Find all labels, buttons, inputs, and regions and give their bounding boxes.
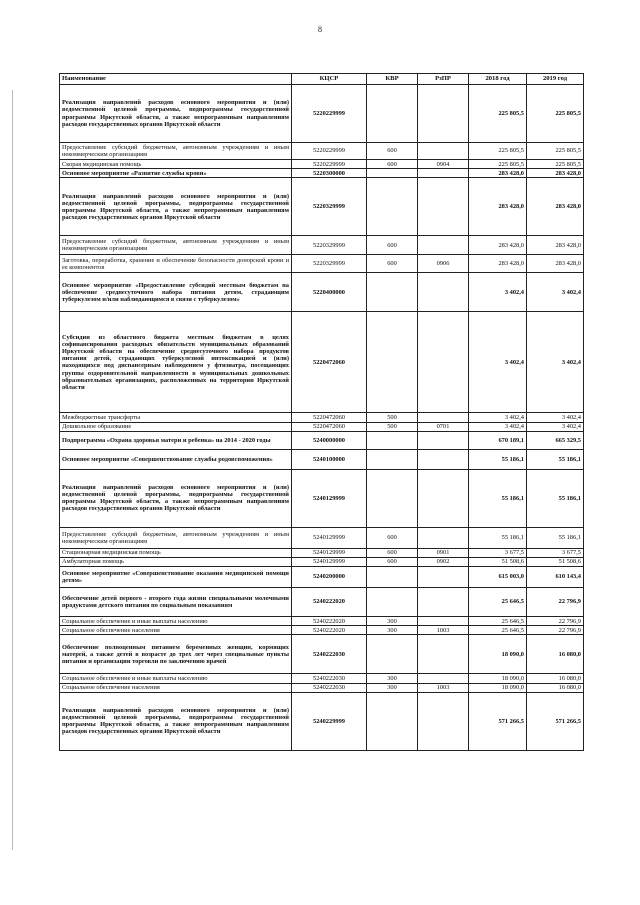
row-value-2019: 283 428,0 xyxy=(527,236,584,255)
row-kcsr: 5220329999 xyxy=(292,255,367,273)
row-kcsr: 5220329999 xyxy=(292,178,367,236)
header-kcsr: КЦСР xyxy=(292,74,367,85)
row-name: Реализация направлений расходов основного мероприятия и (или) ведомственной целевой программы, подпрограммы государственной программы Иркутской области, а также непрограммным направлениям расходов государственных органов Иркутской области xyxy=(60,469,292,527)
table-row xyxy=(60,413,584,422)
row-value-2019: 55 186,1 xyxy=(527,469,584,527)
row-value-2019: 283 428,0 xyxy=(527,255,584,273)
row-value-2019: 22 796,9 xyxy=(527,588,584,617)
row-value-2019: 55 186,1 xyxy=(527,527,584,548)
row-kcsr: 5220472060 xyxy=(292,312,367,413)
page-number: 8 xyxy=(318,25,322,34)
row-value-2018: 283 428,0 xyxy=(469,255,527,273)
row-rzpr xyxy=(418,588,469,617)
row-rzpr xyxy=(418,617,469,626)
row-kvr: 300 xyxy=(367,617,418,626)
table-row xyxy=(60,273,584,312)
row-kcsr: 5240222020 xyxy=(292,626,367,635)
row-value-2018: 18 090,0 xyxy=(469,635,527,674)
row-rzpr: 0901 xyxy=(418,548,469,557)
row-value-2019: 665 329,5 xyxy=(527,431,584,449)
row-value-2018: 3 677,5 xyxy=(469,548,527,557)
row-value-2019: 225 805,5 xyxy=(527,143,584,160)
row-value-2018: 283 428,0 xyxy=(469,169,527,178)
row-kcsr: 5240222020 xyxy=(292,588,367,617)
row-kvr: 500 xyxy=(367,413,418,422)
row-name: Заготовка, переработка, хранение и обеспечение безопасности донорской крови и ее компонентов xyxy=(60,255,292,273)
table-row xyxy=(60,692,584,750)
row-name: Подпрограмма «Охрана здоровья матери и ребенка» на 2014 - 2020 годы xyxy=(60,431,292,449)
row-value-2019: 16 080,0 xyxy=(527,674,584,683)
row-kvr xyxy=(367,312,418,413)
row-name: Амбулаторная помощь xyxy=(60,557,292,566)
row-kcsr: 5240000000 xyxy=(292,431,367,449)
row-value-2018: 25 646,5 xyxy=(469,617,527,626)
row-value-2018: 18 090,0 xyxy=(469,674,527,683)
row-name: Основное мероприятие «Предоставление субсидий местным бюджетам на обеспечение среднесуточного набора питания детям, страдающим туберкулезом и/или наблюдающимся в связи с туберкулезом» xyxy=(60,273,292,312)
table-row xyxy=(60,236,584,255)
row-kvr: 600 xyxy=(367,527,418,548)
row-value-2018: 3 402,4 xyxy=(469,422,527,431)
row-value-2018: 25 646,5 xyxy=(469,626,527,635)
row-value-2018: 225 805,5 xyxy=(469,143,527,160)
row-name: Стационарная медицинская помощь xyxy=(60,548,292,557)
row-rzpr xyxy=(418,169,469,178)
row-value-2018: 283 428,0 xyxy=(469,178,527,236)
row-name: Социальное обеспечение и иные выплаты населению xyxy=(60,674,292,683)
row-kcsr: 5220229999 xyxy=(292,143,367,160)
row-value-2018: 225 805,5 xyxy=(469,160,527,169)
row-value-2018: 51 508,6 xyxy=(469,557,527,566)
row-rzpr xyxy=(418,431,469,449)
row-name: Реализация направлений расходов основного мероприятия и (или) ведомственной целевой программы, подпрограммы государственной программы Иркутской области, а также непрограммным направлениям расходов государственных органов Иркутской области xyxy=(60,692,292,750)
row-kvr: 300 xyxy=(367,674,418,683)
row-value-2019: 3 402,4 xyxy=(527,312,584,413)
row-kcsr: 5220229999 xyxy=(292,160,367,169)
table-header-row xyxy=(60,74,584,85)
row-kvr xyxy=(367,567,418,588)
row-name: Основное мероприятие «Развитие службы крови» xyxy=(60,169,292,178)
row-kcsr: 5220329999 xyxy=(292,236,367,255)
row-value-2018: 225 805,5 xyxy=(469,85,527,143)
row-kcsr: 5220400000 xyxy=(292,273,367,312)
row-value-2019: 571 266,5 xyxy=(527,692,584,750)
table-row xyxy=(60,588,584,617)
row-value-2018: 18 090,0 xyxy=(469,683,527,692)
row-kcsr: 5220300000 xyxy=(292,169,367,178)
row-rzpr xyxy=(418,178,469,236)
row-value-2019: 22 796,9 xyxy=(527,617,584,626)
row-kvr xyxy=(367,169,418,178)
row-value-2019: 283 428,0 xyxy=(527,169,584,178)
row-value-2019: 225 805,5 xyxy=(527,160,584,169)
row-kcsr: 5240222030 xyxy=(292,683,367,692)
row-kvr xyxy=(367,692,418,750)
row-kvr: 600 xyxy=(367,160,418,169)
table-body xyxy=(60,85,584,751)
row-value-2019: 3 402,4 xyxy=(527,413,584,422)
row-value-2018: 571 266,5 xyxy=(469,692,527,750)
table-row xyxy=(60,683,584,692)
row-kcsr: 5240222030 xyxy=(292,635,367,674)
table-row xyxy=(60,431,584,449)
row-kcsr: 5240129999 xyxy=(292,557,367,566)
row-kvr: 600 xyxy=(367,557,418,566)
table-row xyxy=(60,567,584,588)
row-kvr: 600 xyxy=(367,255,418,273)
row-value-2018: 55 186,1 xyxy=(469,449,527,469)
row-rzpr xyxy=(418,469,469,527)
row-value-2019: 16 080,0 xyxy=(527,635,584,674)
row-name: Основное мероприятие «Совершенствование службы родовспоможения» xyxy=(60,449,292,469)
row-name: Социальное обеспечение населения xyxy=(60,683,292,692)
table-row xyxy=(60,160,584,169)
scan-edge-mark xyxy=(12,90,13,850)
row-value-2018: 670 189,1 xyxy=(469,431,527,449)
row-kcsr: 5240229999 xyxy=(292,692,367,750)
header-name: Наименование xyxy=(60,74,292,85)
table-row xyxy=(60,85,584,143)
table-row xyxy=(60,674,584,683)
row-value-2019: 3 402,4 xyxy=(527,422,584,431)
table-row xyxy=(60,626,584,635)
row-value-2018: 25 646,5 xyxy=(469,588,527,617)
row-name: Предоставление субсидий бюджетным, автономным учреждениям и иным некоммерческим организациям xyxy=(60,527,292,548)
row-rzpr xyxy=(418,449,469,469)
row-value-2018: 615 003,0 xyxy=(469,567,527,588)
row-kcsr: 5240222030 xyxy=(292,674,367,683)
row-rzpr: 0902 xyxy=(418,557,469,566)
row-kvr: 300 xyxy=(367,683,418,692)
row-kvr: 600 xyxy=(367,143,418,160)
row-rzpr xyxy=(418,413,469,422)
budget-table xyxy=(59,73,584,751)
row-name: Скорая медицинская помощь xyxy=(60,160,292,169)
row-value-2018: 3 402,4 xyxy=(469,413,527,422)
row-value-2019: 610 143,4 xyxy=(527,567,584,588)
table-row xyxy=(60,143,584,160)
row-rzpr: 0906 xyxy=(418,255,469,273)
row-kvr xyxy=(367,273,418,312)
row-kvr: 600 xyxy=(367,548,418,557)
row-value-2019: 16 080,0 xyxy=(527,683,584,692)
row-kcsr: 5240129999 xyxy=(292,548,367,557)
row-rzpr xyxy=(418,85,469,143)
row-rzpr: 0904 xyxy=(418,160,469,169)
row-value-2019: 225 805,5 xyxy=(527,85,584,143)
row-kvr: 300 xyxy=(367,626,418,635)
row-kvr xyxy=(367,431,418,449)
header-2019: 2019 год xyxy=(527,74,584,85)
row-value-2019: 55 186,1 xyxy=(527,449,584,469)
row-name: Обеспечение полноценным питанием беременных женщин, кормящих матерей, а также детей в возрасте до трех лет через специальные пункты питания и организации торговли по заключению врачей xyxy=(60,635,292,674)
row-kcsr: 5240129999 xyxy=(292,527,367,548)
table-row xyxy=(60,557,584,566)
table-row xyxy=(60,449,584,469)
table-row xyxy=(60,548,584,557)
row-name: Реализация направлений расходов основного мероприятия и (или) ведомственной целевой программы, подпрограммы государственной программы Иркутской области, а также непрограммным направлениям расходов государственных органов Иркутской области xyxy=(60,178,292,236)
table-row xyxy=(60,617,584,626)
table-row xyxy=(60,469,584,527)
row-kvr: 500 xyxy=(367,422,418,431)
row-name: Межбюджетные трансферты xyxy=(60,413,292,422)
row-value-2018: 3 402,4 xyxy=(469,273,527,312)
row-rzpr xyxy=(418,692,469,750)
row-kcsr: 5220229999 xyxy=(292,85,367,143)
row-kvr xyxy=(367,588,418,617)
row-name: Дошкольное образование xyxy=(60,422,292,431)
row-kvr: 600 xyxy=(367,236,418,255)
table-row xyxy=(60,255,584,273)
row-kvr xyxy=(367,85,418,143)
row-name: Социальное обеспечение и иные выплаты населению xyxy=(60,617,292,626)
header-2018: 2018 год xyxy=(469,74,527,85)
header-kvr: КВР xyxy=(367,74,418,85)
row-kvr xyxy=(367,635,418,674)
row-name: Реализация направлений расходов основного мероприятия и (или) ведомственной целевой программы, подпрограммы государственной программы Иркутской области, а также непрограммным направлениям расходов государственных органов Иркутской области xyxy=(60,85,292,143)
row-value-2019: 3 677,5 xyxy=(527,548,584,557)
row-name: Предоставление субсидий бюджетным, автономным учреждениям и иным некоммерческим организациям xyxy=(60,143,292,160)
row-rzpr xyxy=(418,674,469,683)
table-row xyxy=(60,635,584,674)
row-kcsr: 5220472060 xyxy=(292,422,367,431)
row-name: Субсидии из областного бюджета местным бюджетам в целях софинансирования расходных обязательств муниципальных образований Иркутской области на обеспечение среднесуточного набора продуктов питания детей, страдающих туберкулезной интоксикацией и (или) находящихся под диспансерным наблюдением у фтизиатра, посещающих группы оздоровительной направленности в муниципальных дошкольных образовательных организациях, расположенных на территории Иркутской области xyxy=(60,312,292,413)
row-value-2019: 22 796,9 xyxy=(527,626,584,635)
row-kcsr: 5240100000 xyxy=(292,449,367,469)
row-name: Предоставление субсидий бюджетным, автономным учреждениям и иным некоммерческим организациям xyxy=(60,236,292,255)
row-value-2018: 55 186,1 xyxy=(469,469,527,527)
row-rzpr: 1003 xyxy=(418,626,469,635)
table-row xyxy=(60,422,584,431)
row-rzpr xyxy=(418,567,469,588)
table-row xyxy=(60,527,584,548)
row-value-2018: 55 186,1 xyxy=(469,527,527,548)
row-value-2019: 51 508,6 xyxy=(527,557,584,566)
row-rzpr xyxy=(418,273,469,312)
header-rzpr: РзПР xyxy=(418,74,469,85)
row-value-2018: 283 428,0 xyxy=(469,236,527,255)
row-rzpr xyxy=(418,312,469,413)
row-name: Основное мероприятие «Совершенствование оказания медицинской помощи детям» xyxy=(60,567,292,588)
table-row xyxy=(60,178,584,236)
row-value-2019: 283 428,0 xyxy=(527,178,584,236)
row-kcsr: 5240222020 xyxy=(292,617,367,626)
table-row xyxy=(60,169,584,178)
row-name: Обеспечение детей первого - второго года жизни специальными молочными продуктами детского питания по социальным показаниям xyxy=(60,588,292,617)
row-rzpr: 1003 xyxy=(418,683,469,692)
row-kcsr: 5240200000 xyxy=(292,567,367,588)
row-kvr xyxy=(367,178,418,236)
row-kvr xyxy=(367,449,418,469)
row-value-2018: 3 402,4 xyxy=(469,312,527,413)
row-value-2019: 3 402,4 xyxy=(527,273,584,312)
row-rzpr xyxy=(418,236,469,255)
row-rzpr xyxy=(418,635,469,674)
row-name: Социальное обеспечение населения xyxy=(60,626,292,635)
row-kcsr: 5220472060 xyxy=(292,413,367,422)
table-row xyxy=(60,312,584,413)
row-rzpr: 0701 xyxy=(418,422,469,431)
row-rzpr xyxy=(418,527,469,548)
row-rzpr xyxy=(418,143,469,160)
row-kvr xyxy=(367,469,418,527)
row-kcsr: 5240129999 xyxy=(292,469,367,527)
